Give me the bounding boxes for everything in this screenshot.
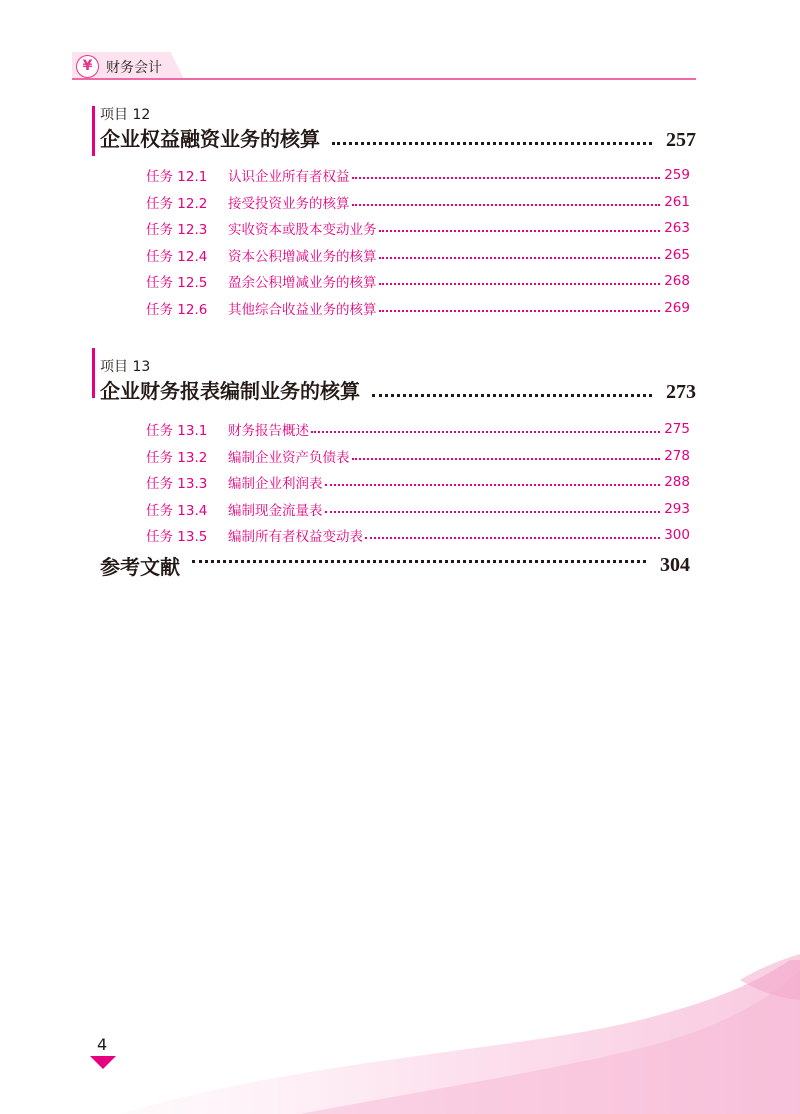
task-title: 认识企业所有者权益: [228, 169, 350, 186]
task-number: 任务 12.1: [146, 169, 208, 186]
task-entry[interactable]: [146, 215, 690, 242]
task-page: 278: [664, 447, 690, 464]
dot-leader: [325, 484, 661, 486]
task-entry[interactable]: [146, 522, 690, 549]
dot-leader: [352, 458, 661, 460]
header-rule: [72, 78, 696, 80]
task-page: 268: [664, 273, 690, 290]
task-page: 263: [664, 220, 690, 237]
task-title: 编制现金流量表: [228, 502, 323, 519]
section-marker: [92, 106, 95, 156]
chapter-page: 257: [666, 129, 696, 151]
dot-leader: [352, 204, 661, 206]
task-page: 261: [664, 193, 690, 210]
task-list: [146, 162, 690, 321]
task-number: 任务 12.4: [146, 248, 208, 265]
task-number: 任务 13.5: [146, 529, 208, 546]
task-entry[interactable]: [146, 416, 690, 443]
task-entry[interactable]: [146, 469, 690, 496]
dot-leader: [379, 283, 661, 285]
dot-leader: [379, 230, 661, 232]
task-number: 任务 12.2: [146, 195, 208, 212]
task-title: 编制企业资产负债表: [228, 449, 350, 466]
task-number: 任务 13.4: [146, 502, 208, 519]
project-label: 项目 12: [100, 107, 151, 123]
references-title: 参考文献: [100, 554, 180, 579]
task-page: 265: [664, 246, 690, 263]
task-number: 任务 13.1: [146, 423, 208, 440]
task-entry[interactable]: [146, 268, 690, 295]
task-title: 盈余公积增减业务的核算: [228, 275, 377, 292]
task-number: 任务 12.3: [146, 222, 208, 239]
dot-leader: [365, 537, 660, 539]
toc-section-project-13: [92, 356, 696, 550]
task-entry[interactable]: [146, 242, 690, 269]
task-page: 288: [664, 474, 690, 491]
running-header: [72, 52, 696, 82]
task-title: 实收资本或股本变动业务: [228, 222, 377, 239]
task-number: 任务 13.3: [146, 476, 208, 493]
task-entry[interactable]: [146, 189, 690, 216]
references-page: 304: [660, 553, 690, 576]
dot-leader: [379, 257, 661, 259]
task-number: 任务 12.5: [146, 275, 208, 292]
toc-section-project-12: [92, 104, 696, 324]
dot-leader: [352, 177, 661, 179]
task-entry[interactable]: [146, 443, 690, 470]
task-page: 259: [664, 167, 690, 184]
references-entry[interactable]: [100, 551, 690, 579]
task-list: [146, 416, 690, 549]
task-page: 293: [664, 500, 690, 517]
page-number: 4: [97, 1035, 108, 1054]
chapter-page: 273: [666, 381, 696, 403]
task-title: 其他综合收益业务的核算: [228, 301, 377, 318]
dot-leader: [332, 142, 652, 145]
section-marker: [92, 348, 95, 398]
yen-icon: ¥: [76, 55, 99, 78]
task-number: 任务 12.6: [146, 301, 208, 318]
task-entry[interactable]: [146, 496, 690, 523]
decorative-wave: [0, 940, 800, 1114]
project-label: 项目 13: [100, 359, 151, 375]
book-title: 财务会计: [106, 60, 162, 76]
page-marker-triangle: [90, 1056, 116, 1069]
dot-leader: [192, 560, 646, 563]
chapter-title: 企业权益融资业务的核算: [100, 127, 320, 151]
task-number: 任务 13.2: [146, 449, 208, 466]
task-entry[interactable]: [146, 162, 690, 189]
task-title: 编制企业利润表: [228, 476, 323, 493]
chapter-entry[interactable]: [100, 124, 696, 152]
chapter-title: 企业财务报表编制业务的核算: [100, 379, 360, 403]
chapter-entry[interactable]: [100, 376, 696, 404]
task-page: 300: [664, 527, 690, 544]
task-title: 资本公积增减业务的核算: [228, 248, 377, 265]
dot-leader: [379, 310, 661, 312]
task-page: 269: [664, 299, 690, 316]
task-title: 编制所有者权益变动表: [228, 529, 363, 546]
dot-leader: [311, 431, 660, 433]
dot-leader: [325, 511, 661, 513]
task-entry[interactable]: [146, 295, 690, 322]
task-title: 财务报告概述: [228, 423, 309, 440]
task-page: 275: [664, 421, 690, 438]
dot-leader: [372, 394, 652, 397]
task-title: 接受投资业务的核算: [228, 195, 350, 212]
